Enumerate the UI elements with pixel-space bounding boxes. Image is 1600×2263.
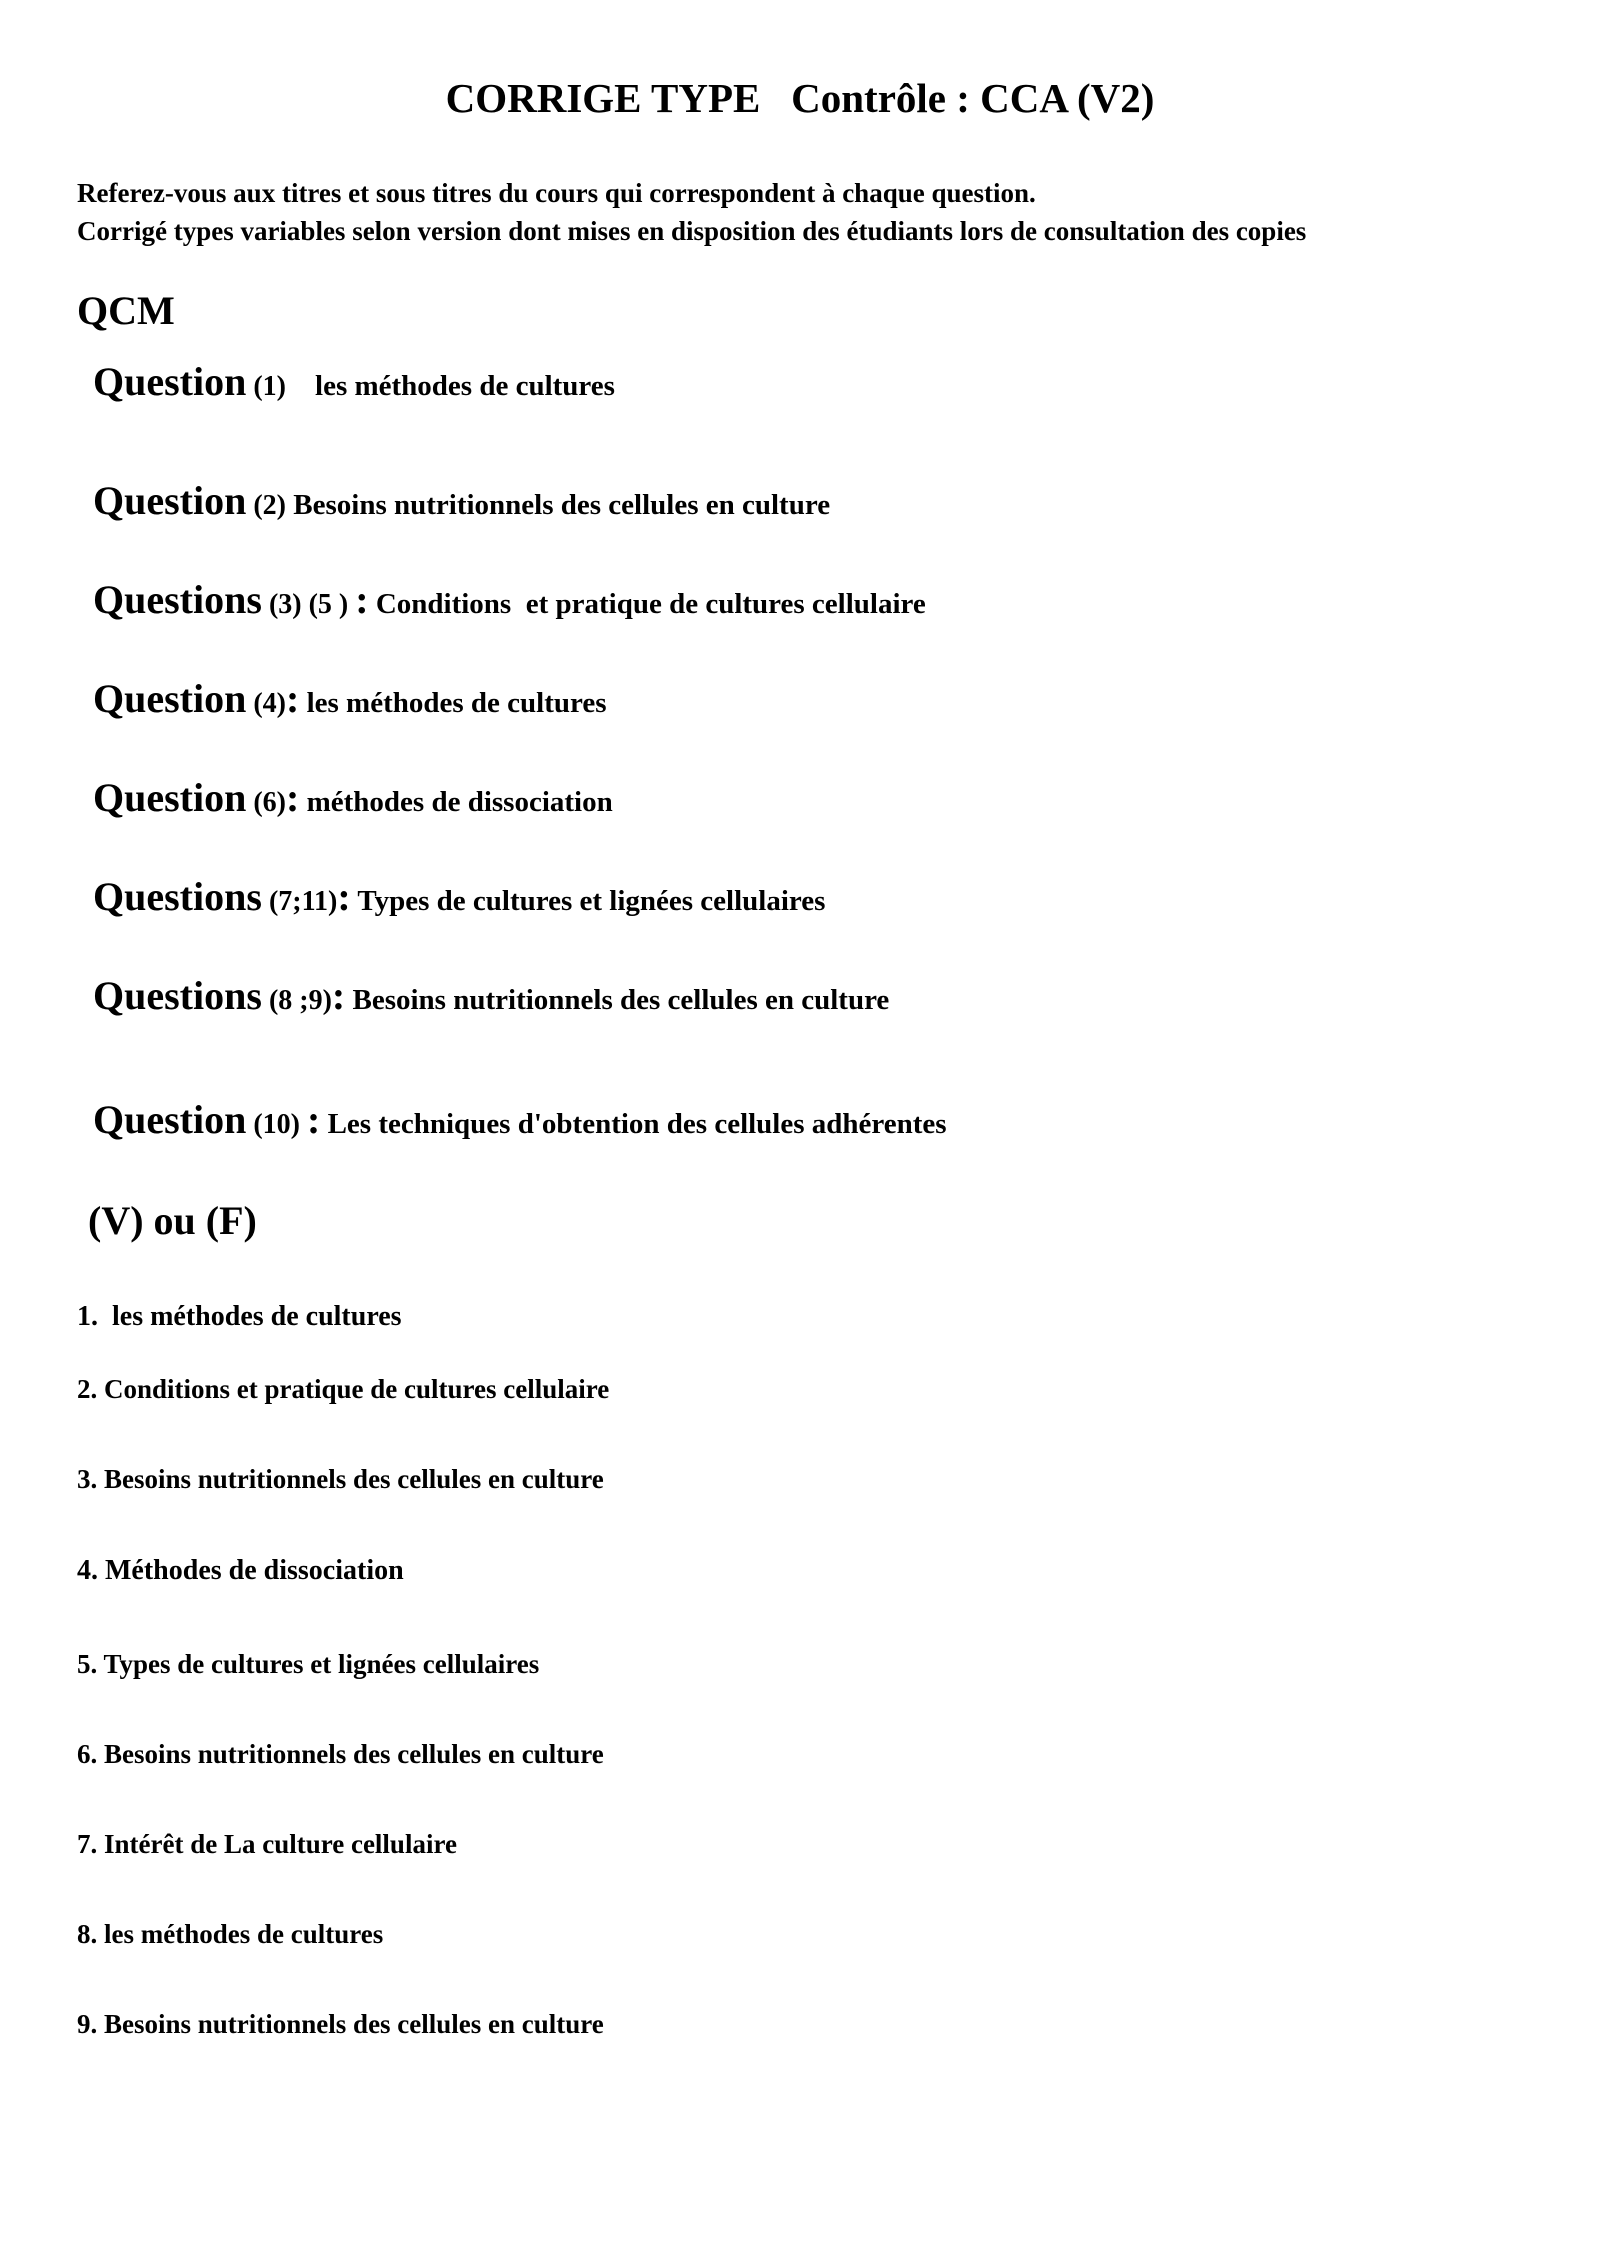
question-number: (6): [246, 787, 287, 818]
question-colon: :: [286, 676, 300, 721]
qcm-item: [77, 459, 830, 542]
qcm-item: [77, 657, 607, 740]
page-title: CORRIGE TYPE Contrôle : CCA (V2): [445, 75, 1155, 121]
question-topic: Les techniques d'obtention des cellules adhérentes: [320, 1108, 947, 1140]
question-topic: Conditions et pratique de cultures cellulaire: [368, 588, 926, 620]
question-colon: :: [286, 775, 300, 820]
intro-line-1: Referez-vous aux titres et sous titres du cours qui correspondent à chaque question.: [77, 178, 1036, 208]
question-number: (8 ;9): [261, 985, 332, 1016]
question-topic: Types de cultures et lignées cellulaires: [350, 885, 826, 917]
vf-item: 3. Besoins nutritionnels des cellules en culture: [77, 1464, 604, 1494]
intro-line-2: Corrigé types variables selon version dont mises en disposition des étudiants lors de consultation des copies: [77, 216, 1307, 246]
vf-item: 5. Types de cultures et lignées cellulaires: [77, 1649, 540, 1679]
question-label: Question: [93, 1097, 247, 1142]
qcm-item: [77, 1078, 947, 1161]
question-label: Question: [93, 359, 247, 404]
qcm-item: [77, 340, 615, 423]
question-colon: :: [331, 973, 346, 1018]
question-topic: les méthodes de cultures: [286, 370, 615, 402]
vf-item: 9. Besoins nutritionnels des cellules en culture: [77, 2009, 604, 2039]
question-label: Question: [93, 676, 247, 721]
question-number: (2): [246, 490, 287, 521]
question-number: (7;11): [261, 886, 338, 917]
question-colon: :: [355, 577, 369, 622]
qcm-item: [77, 855, 825, 938]
question-number: (4): [246, 688, 287, 719]
question-topic: Besoins nutritionnels des cellules en culture: [345, 984, 890, 1016]
vf-item: 7. Intérêt de La culture cellulaire: [77, 1829, 457, 1859]
vf-item: 2. Conditions et pratique de cultures cellulaire: [77, 1374, 610, 1404]
question-number: (1): [246, 371, 287, 402]
qcm-item: [77, 954, 889, 1037]
question-label: Question: [93, 775, 247, 820]
question-topic: les méthodes de cultures: [299, 687, 607, 719]
vf-item: 6. Besoins nutritionnels des cellules en culture: [77, 1739, 604, 1769]
question-label: Questions: [93, 973, 262, 1018]
vf-item: 1. les méthodes de cultures: [77, 1301, 402, 1332]
question-label: Questions: [93, 577, 262, 622]
vf-item: 4. Méthodes de dissociation: [77, 1555, 404, 1586]
qcm-heading: QCM: [77, 288, 175, 333]
question-colon: :: [307, 1097, 321, 1142]
question-label: Questions: [93, 874, 262, 919]
qcm-item: [77, 756, 613, 839]
vf-item: 8. les méthodes de cultures: [77, 1919, 384, 1949]
vf-heading: (V) ou (F): [88, 1198, 257, 1243]
question-topic: méthodes de dissociation: [299, 786, 613, 818]
qcm-item: [77, 558, 926, 641]
question-colon: :: [337, 874, 351, 919]
question-number: (10): [246, 1109, 308, 1140]
question-topic: Besoins nutritionnels des cellules en culture: [286, 489, 831, 521]
question-label: Question: [93, 478, 247, 523]
question-number: (3) (5 ): [261, 589, 356, 620]
